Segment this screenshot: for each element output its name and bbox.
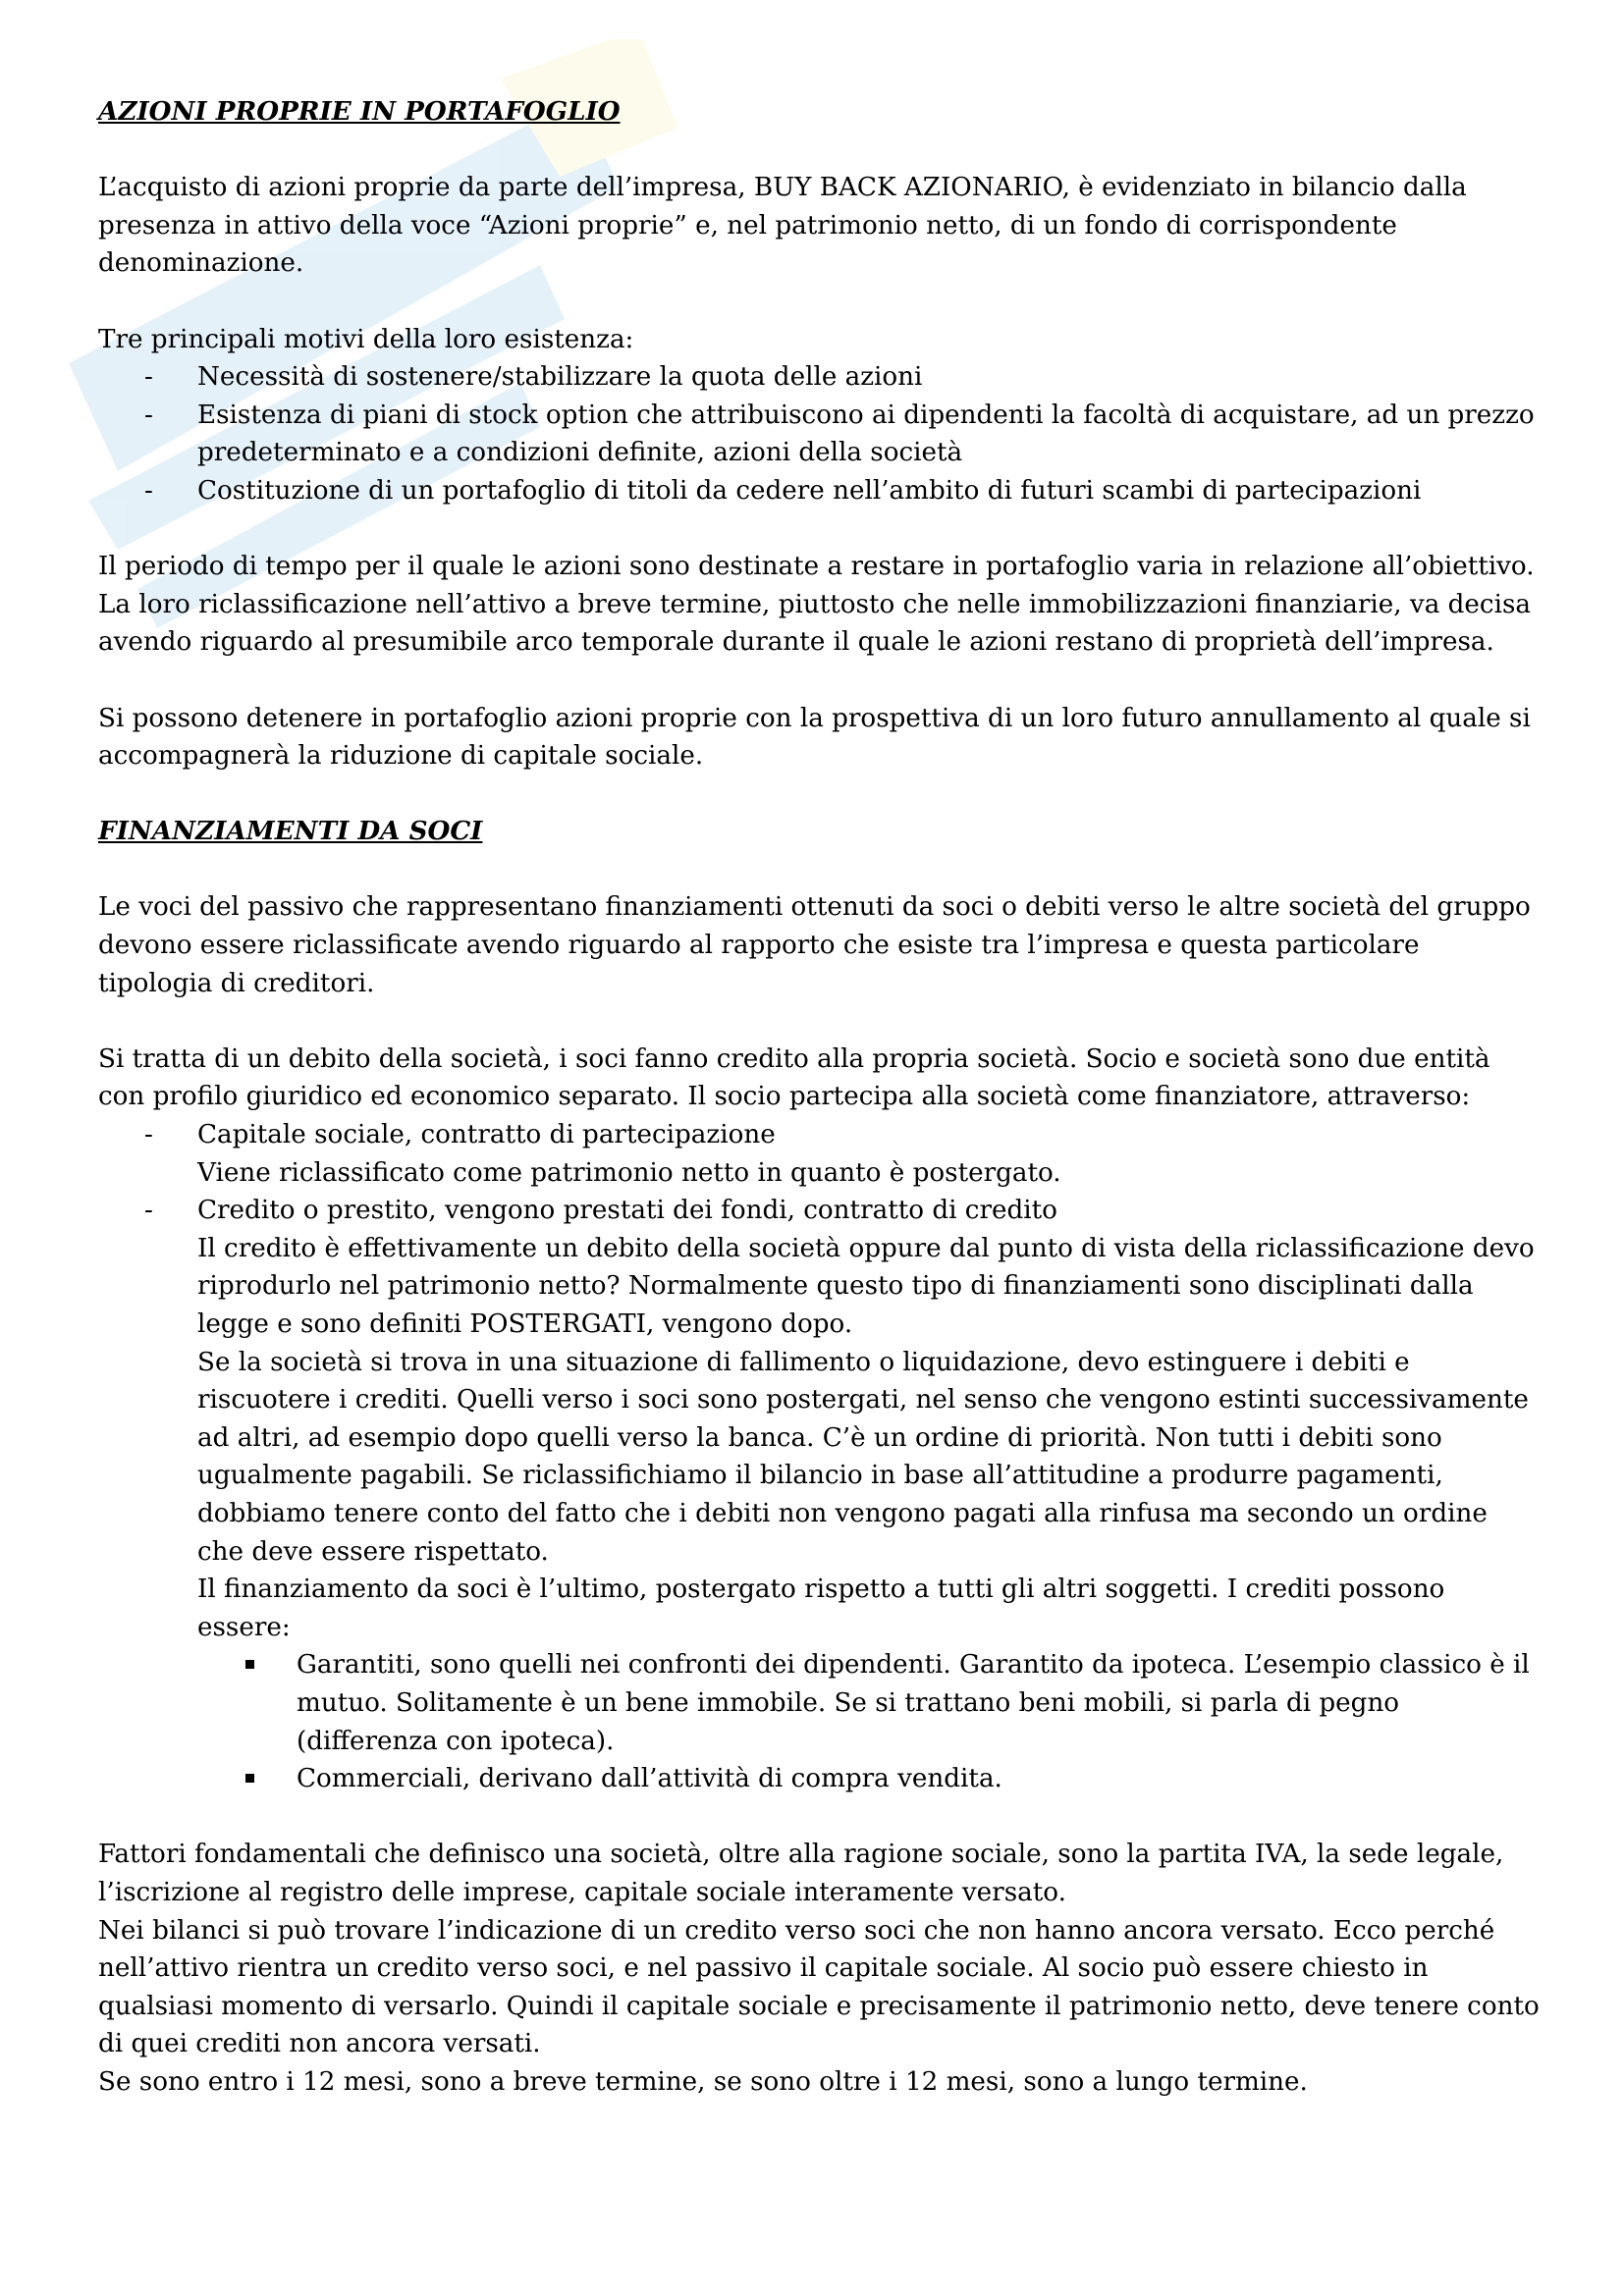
list-item-detail: Il credito è effettivamente un debito della società oppure dal punto di vista della riclassificazione devo riprodurlo nel patrimonio netto? Normalmente questo tipo di finanziamenti sono disciplinati dalla legge e sono definiti POSTERGATI, vengono dopo. bbox=[197, 1233, 1535, 1339]
list-item: - Capitale sociale, contratto di partecipazione Viene riclassificato come patrimonio netto in quanto è postergato. bbox=[98, 1116, 1542, 1192]
list-item: - Necessità di sostenere/stabilizzare la quota delle azioni bbox=[144, 362, 923, 393]
list-item-text: Necessità di sostenere/stabilizzare la quota delle azioni bbox=[197, 362, 923, 393]
sub-list-item-text: Commerciali, derivano dall’attività di compra vendita. bbox=[297, 1764, 1002, 1794]
paragraph-fattori-fondamentali: Fattori fondamentali che definisco una società, oltre alla ragione sociale, sono la partita IVA, la sede legale, l’iscrizione al registro delle imprese, capitale sociale interamente versato. bbox=[98, 1840, 1504, 1907]
sub-list-item-text: Garantiti, sono quelli nei confronti dei dipendenti. Garantito da ipoteca. L’esempio classico è il mutuo. Solitamente è un bene immobile. Se si trattano beni mobili, si parla di pegno (differenza con ipoteca). bbox=[297, 1650, 1530, 1756]
paragraph-debito-societa: Si tratta di un debito della società, i soci fanno credito alla propria società. Socio e società sono due entità con profilo giuridico ed economico separato. Il socio partecipa alla società come finanziatore, attraverso: bbox=[98, 1043, 1490, 1112]
list-item-text: Credito o prestito, vengono prestati dei fondi, contratto di credito bbox=[197, 1196, 1057, 1226]
document-page bbox=[98, 93, 1542, 2101]
list-item: - Costituzione di un portafoglio di titoli da cedere nell’ambito di futuri scambi di partecipazioni bbox=[144, 475, 1422, 506]
finanziatore-list bbox=[98, 1116, 1542, 1798]
section-heading-azioni-proprie: AZIONI PROPRIE IN PORTAFOGLIO bbox=[98, 96, 621, 127]
list-item-detail: Viene riclassificato come patrimonio netto in quanto è postergato. bbox=[197, 1157, 1061, 1188]
sub-list-item bbox=[197, 1760, 1542, 1798]
list-item-detail: Il finanziamento da soci è l’ultimo, postergato rispetto a tutti gli altri soggetti. I crediti possono essere: bbox=[197, 1575, 1445, 1642]
paragraph-buy-back: L’acquisto di azioni proprie da parte dell’impresa, BUY BACK AZIONARIO, è evidenziato in bilancio dalla presenza in attivo della voce “Azioni proprie” e, nel patrimonio netto, di un fondo di corrispondente denominazione. bbox=[98, 173, 1467, 279]
paragraph-periodo-tempo: Il periodo di tempo per il quale le azioni sono destinate a restare in portafoglio varia in relazione all’obiettivo. La loro riclassificazione nell’attivo a breve termine, piuttosto che nelle immobilizzazioni finanziarie, va decisa avendo riguardo al presumibile arco temporale durante il quale le azioni restano di proprietà dell’impresa. bbox=[98, 552, 1535, 658]
paragraph-termine: Se sono entro i 12 mesi, sono a breve termine, se sono oltre i 12 mesi, sono a lungo termine. bbox=[98, 2066, 1308, 2097]
paragraph-motivi-intro: Tre principali motivi della loro esistenza: bbox=[98, 324, 634, 354]
paragraph-voci-passivo: Le voci del passivo che rappresentano finanziamenti ottenuti da soci o debiti verso le altre società del gruppo devono essere riclassificate avendo riguardo al rapporto che esiste tra l’impresa e questa particolare tipologia di creditori. bbox=[98, 892, 1531, 998]
list-item: - Credito o prestito, vengono prestati dei fondi, contratto di credito Il credito è effettivamente un debito della società oppure dal punto di vista della riclassificazione devo riprodurlo nel patrimonio netto? Normalmente questo tipo di finanziamenti sono disciplinati dalla legge e sono definiti POSTERGATI, vengono dopo. Se la società si trova in una situazione di fallimento o liquidazione, devo estinguere i debiti e riscuotere i crediti. Quelli verso i soci sono postergati, nel senso che vengono estinti successivamente ad altri, ad esempio dopo quelli verso la banca. C’è un ordine di priorità. Non tutti i debiti sono ugualmente pagabili. Se riclassifichiamo il bilancio in base all’attitudine a produrre pagamenti, dobbiamo tenere conto del fatto che i debiti non vengono pagati alla rinfusa ma secondo un ordine che deve essere rispettato. Il finanziamento da soci è l’ultimo, postergato rispetto a tutti gli altri soggetti. I crediti possono essere: Garantiti, sono quelli nei confronti dei dipendenti. Garantito da ipoteca. L’esempio classico è il mutuo. Solitamente è un bene immobile. Se si trattano beni mobili, si parla di pegno (differenza con ipoteca). Commerciali, derivano dall’attività di compra vendita. bbox=[98, 1192, 1542, 1798]
list-item: - Esistenza di piani di stock option che attribuiscono ai dipendenti la facoltà di acquistare, ad un prezzo predeterminato e a condizioni definite, azioni della società bbox=[144, 400, 1535, 468]
crediti-list bbox=[197, 1646, 1542, 1797]
list-item-text: Esistenza di piani di stock option che attribuiscono ai dipendenti la facoltà di acquistare, ad un prezzo predeterminato e a condizioni definite, azioni della società bbox=[197, 400, 1535, 468]
list-item-text: Capitale sociale, contratto di partecipazione bbox=[197, 1120, 776, 1150]
sub-list-item bbox=[197, 1646, 1542, 1760]
list-item-text: Costituzione di un portafoglio di titoli da cedere nell’ambito di futuri scambi di partecipazioni bbox=[197, 475, 1422, 506]
section-heading-finanziamenti-soci: FINANZIAMENTI DA SOCI bbox=[98, 816, 483, 847]
motivi-list bbox=[98, 358, 1542, 509]
list-item-detail: Se la società si trova in una situazione di fallimento o liquidazione, devo estinguere i debiti e riscuotere i crediti. Quelli verso i soci sono postergati, nel senso che vengono estinti successivamente ad altri, ad esempio dopo quelli verso la banca. C’è un ordine di priorità. Non tutti i debiti sono ugualmente pagabili. Se riclassifichiamo il bilancio in base all’attitudine a produrre pagamenti, dobbiamo tenere conto del fatto che i debiti non vengono pagati alla rinfusa ma secondo un ordine che deve essere rispettato. bbox=[197, 1347, 1529, 1567]
square-bullet-icon bbox=[245, 1774, 254, 1783]
square-bullet-icon bbox=[245, 1660, 254, 1669]
paragraph-annullamento: Si possono detenere in portafoglio azioni proprie con la prospettiva di un loro futuro annullamento al quale si accompagnerà la riduzione di capitale sociale. bbox=[98, 703, 1531, 772]
paragraph-credito-verso-soci: Nei bilanci si può trovare l’indicazione di un credito verso soci che non hanno ancora versato. Ecco perché nell’attivo rientra un credito verso soci, e nel passivo il capitale sociale. Al socio può essere chiesto in qualsiasi momento di versarlo. Quindi il capitale sociale e precisamente il patrimonio netto, deve tenere conto di quei crediti non ancora versati. bbox=[98, 1915, 1540, 2059]
